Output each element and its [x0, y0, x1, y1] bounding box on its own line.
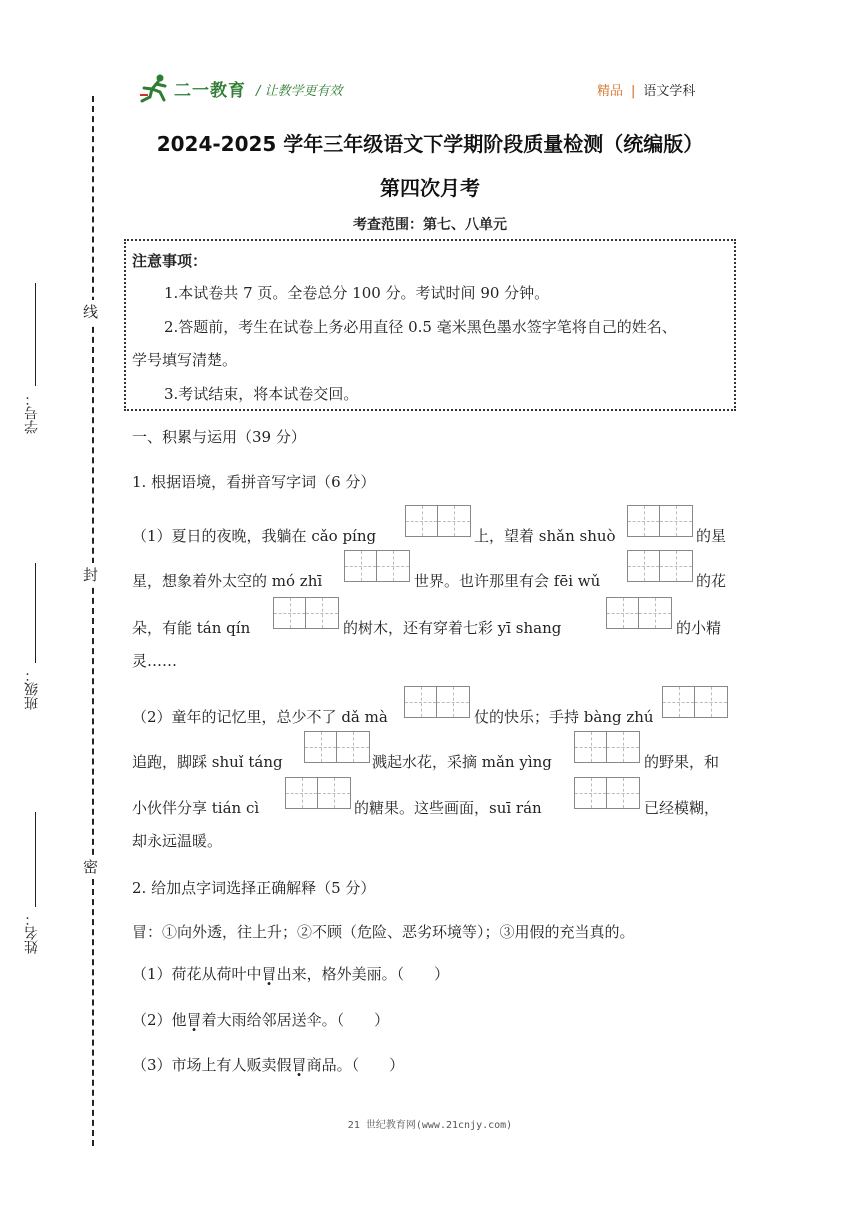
answer-grid[interactable]	[285, 777, 351, 809]
q2-sentence-2: （2）他冒着大雨给邻居送伞。（ ）	[132, 1011, 390, 1029]
answer-grid[interactable]	[574, 777, 640, 809]
section-heading: 一、积累与运用（39 分）	[132, 428, 306, 446]
q2-title: 2. 给加点字词选择正确解释（5 分）	[132, 879, 376, 897]
q1-p1-text: 上，望着 shǎn shuò	[474, 527, 616, 545]
logo	[138, 72, 246, 104]
q1-p1-text: 朵，有能 tán qín	[132, 619, 251, 637]
q1-p2-text: 溅起水花，采摘 mǎn yìng	[372, 753, 552, 771]
dotted-char: 冒	[261, 965, 277, 983]
q1-p2-text: 却永远温暖。	[132, 832, 223, 850]
answer-grid[interactable]	[606, 597, 672, 629]
q1-p1-text: 的小精	[676, 619, 722, 637]
logo-text: 二一教育	[174, 80, 246, 101]
binding-dash-line	[92, 96, 94, 1146]
exam-title: 2024-2025 学年三年级语文下学期阶段质量检测（统编版）	[156, 132, 704, 156]
q1-p1-text: 的星	[696, 527, 727, 545]
subject-label: 语文学科	[643, 84, 696, 99]
q1-p1-text: 的树木，还有穿着七彩 yī shang	[343, 619, 562, 637]
answer-grid[interactable]	[405, 505, 471, 537]
q1-p2-text: （2）童年的记忆里，总少不了 dǎ mà	[132, 708, 388, 726]
student-id-label: 学号：	[24, 392, 40, 434]
q1-p2-text: 的糖果。这些画面，suī rán	[354, 799, 542, 817]
q1-p2-text: 小伙伴分享 tián cì	[132, 799, 260, 817]
notice-item-3: 3.考试结束，将本试卷交回。	[164, 385, 359, 403]
side-mark-xian: 线	[80, 300, 101, 323]
student-id-line[interactable]	[35, 283, 36, 386]
q1-p2-text: 已经模糊，	[644, 799, 720, 817]
name-label: 姓名：	[24, 912, 40, 954]
q1-p1-text: （1）夏日的夜晚，我躺在 cǎo píng	[132, 527, 377, 545]
class-label: 班级：	[24, 668, 40, 710]
q1-p2-text: 追跑，脚踩 shuǐ táng	[132, 753, 283, 771]
answer-grid[interactable]	[627, 505, 693, 537]
answer-grid[interactable]	[273, 597, 339, 629]
q1-p1-text: 的花	[696, 572, 727, 590]
quality-label: 精品	[597, 84, 624, 99]
exam-scope: 考查范围：第七、八单元	[353, 217, 507, 233]
notice-item-1: 1.本试卷共 7 页。全卷总分 100 分。考试时间 90 分钟。	[164, 284, 550, 302]
notice-item-2: 2.答题前，考生在试卷上务必用直径 0.5 毫米黑色墨水签字笔将自己的姓名、	[164, 318, 677, 336]
header-right	[597, 80, 695, 99]
q2-sentence-1: （1）荷花从荷叶中冒出来，格外美丽。（ ）	[132, 965, 450, 983]
class-line[interactable]	[35, 563, 36, 663]
q1-p1-text: 星，想象着外太空的 mó zhī	[132, 572, 323, 590]
q1-p2-text: 仗的快乐；手持 bàng zhú	[474, 708, 654, 726]
q2-sentence-3: （3）市场上有人贩卖假冒商品。（ ）	[132, 1056, 405, 1074]
side-mark-feng: 封	[80, 563, 101, 586]
q2-definition: 冒：①向外透，往上升；②不顾（危险、恶劣环境等）；③用假的充当真的。	[132, 923, 635, 941]
slogan: / 让教学更有效	[256, 84, 343, 99]
side-mark-mi: 密	[80, 855, 101, 878]
runner-logo-icon	[138, 73, 172, 103]
dotted-char: 冒	[291, 1056, 307, 1074]
dotted-char: 冒	[186, 1011, 202, 1029]
notice-item-2-cont: 学号填写清楚。	[132, 351, 238, 369]
q1-title: 1. 根据语境，看拼音写字词（6 分）	[132, 473, 376, 491]
answer-grid[interactable]	[574, 731, 640, 763]
answer-grid[interactable]	[344, 550, 410, 582]
answer-grid[interactable]	[662, 686, 728, 718]
exam-subtitle: 第四次月考	[380, 176, 480, 200]
answer-grid[interactable]	[404, 686, 470, 718]
name-line[interactable]	[35, 812, 36, 907]
q1-p2-text: 的野果，和	[644, 753, 720, 771]
footer: 21 世纪教育网(www.21cnjy.com)	[347, 1120, 513, 1131]
header-separator: |	[631, 84, 636, 99]
notice-title: 注意事项：	[132, 252, 208, 270]
q1-p1-text: 灵……	[132, 652, 178, 670]
q1-p1-text: 世界。也许那里有会 fēi wǔ	[414, 572, 601, 590]
answer-grid[interactable]	[627, 550, 693, 582]
answer-grid[interactable]	[304, 731, 370, 763]
